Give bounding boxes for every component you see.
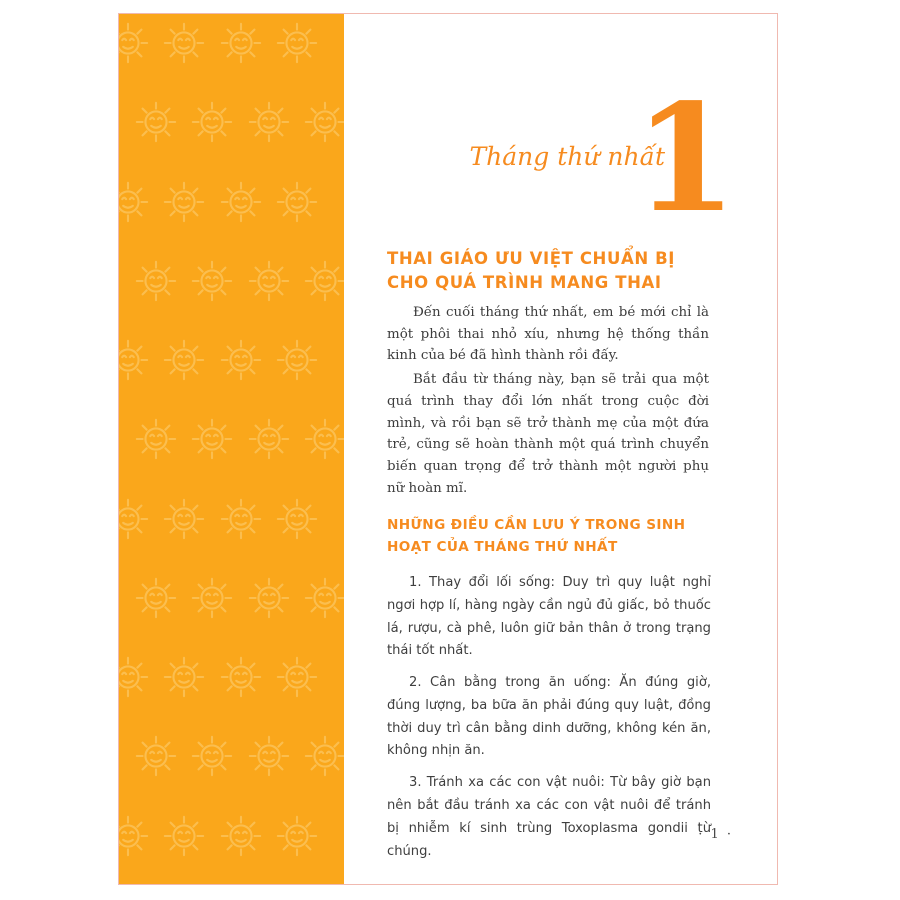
decorative-side-band [119, 14, 344, 884]
sun-icon [302, 99, 344, 145]
sun-icon [161, 20, 207, 66]
sun-icon [302, 416, 344, 462]
sun-icon [302, 733, 344, 779]
list-item: 1. Thay đổi lối sống: Duy trì quy luật nghỉ ngơi hợp lí, hàng ngày cần ngủ đủ giấc, bỏ thuốc lá, rượu, cà phê, luôn giữ bản thân ở trong trạng thái tốt nhất. [387, 575, 711, 659]
sun-icon [218, 20, 264, 66]
sun-icon [246, 416, 292, 462]
paragraph: Đến cuối tháng thứ nhất, em bé mới chỉ là một phôi thai nhỏ xíu, nhưng hệ thống thần kinh của bé đã hình thành rồi đấy. [387, 305, 709, 364]
sun-icon [218, 337, 264, 383]
sun-icon [218, 813, 264, 859]
sun-icon [119, 654, 151, 700]
sun-icon [218, 496, 264, 542]
intro-paragraphs [387, 302, 709, 501]
sun-icon [161, 337, 207, 383]
list-item: 2. Cân bằng trong ăn uống: Ăn đúng giờ, đúng lượng, ba bữa ăn phải đúng quy luật, đồng thời duy trì cân bằng dinh dưỡng, không kén ăn, không nhịn ăn. [387, 675, 711, 759]
sun-icon [274, 654, 320, 700]
chapter-script-title: Tháng thứ nhất [469, 142, 665, 171]
sun-icon [246, 733, 292, 779]
paragraph: Bắt đầu từ tháng này, bạn sẽ trải qua một quá trình thay đổi lớn nhất trong cuộc đời mình, và rồi bạn sẽ trở thành mẹ của một đứa trẻ, cũng sẽ hoàn thành một quá trình chuyển biến quan trọng để trở thành một người phụ nữ hoàn mĩ. [387, 372, 709, 496]
section-heading: NHỮNG ĐIỀU CẦN LƯU Ý TRONG SINH HOẠT CỦA THÁNG THỨ NHẤT [387, 517, 686, 556]
sun-icon [274, 20, 320, 66]
sun-icon [218, 654, 264, 700]
sun-icon [274, 337, 320, 383]
sun-icon [274, 179, 320, 225]
sun-icon [189, 575, 235, 621]
sun-icon [119, 179, 151, 225]
sun-icon [161, 813, 207, 859]
sun-icon [302, 258, 344, 304]
sun-icon [189, 258, 235, 304]
sun-icon [189, 99, 235, 145]
page-content [347, 14, 777, 884]
sun-icon [133, 258, 179, 304]
page-number: · 1 · [698, 827, 733, 842]
sun-icon [246, 99, 292, 145]
sun-icon [119, 337, 151, 383]
sun-icon [246, 258, 292, 304]
sun-icon [133, 416, 179, 462]
sun-icon [246, 575, 292, 621]
sun-icon [133, 575, 179, 621]
chapter-number: 1 [634, 71, 733, 245]
sun-icon [119, 813, 151, 859]
sun-icon [133, 99, 179, 145]
list-item: 3. Tránh xa các con vật nuôi: Từ bây giờ bạn nên bắt đầu tránh xa các con vật nuôi để tránh bị nhiễm kí sinh trùng Toxoplasma gondii từ chúng. [387, 775, 711, 859]
sun-icon [189, 416, 235, 462]
sun-pattern [119, 14, 344, 884]
sun-icon [133, 733, 179, 779]
sun-icon [161, 179, 207, 225]
sun-icon [274, 813, 320, 859]
sun-icon [218, 179, 264, 225]
sun-icon [189, 733, 235, 779]
page-title: THAI GIÁO ƯU VIỆT CHUẨN BỊ CHO QUÁ TRÌNH MANG THAI [387, 249, 676, 292]
book-page [118, 13, 778, 885]
sun-icon [161, 496, 207, 542]
sun-icon [274, 496, 320, 542]
numbered-list [387, 572, 711, 872]
sun-icon [161, 654, 207, 700]
sun-icon [302, 575, 344, 621]
sun-icon [119, 496, 151, 542]
sun-icon [119, 20, 151, 66]
